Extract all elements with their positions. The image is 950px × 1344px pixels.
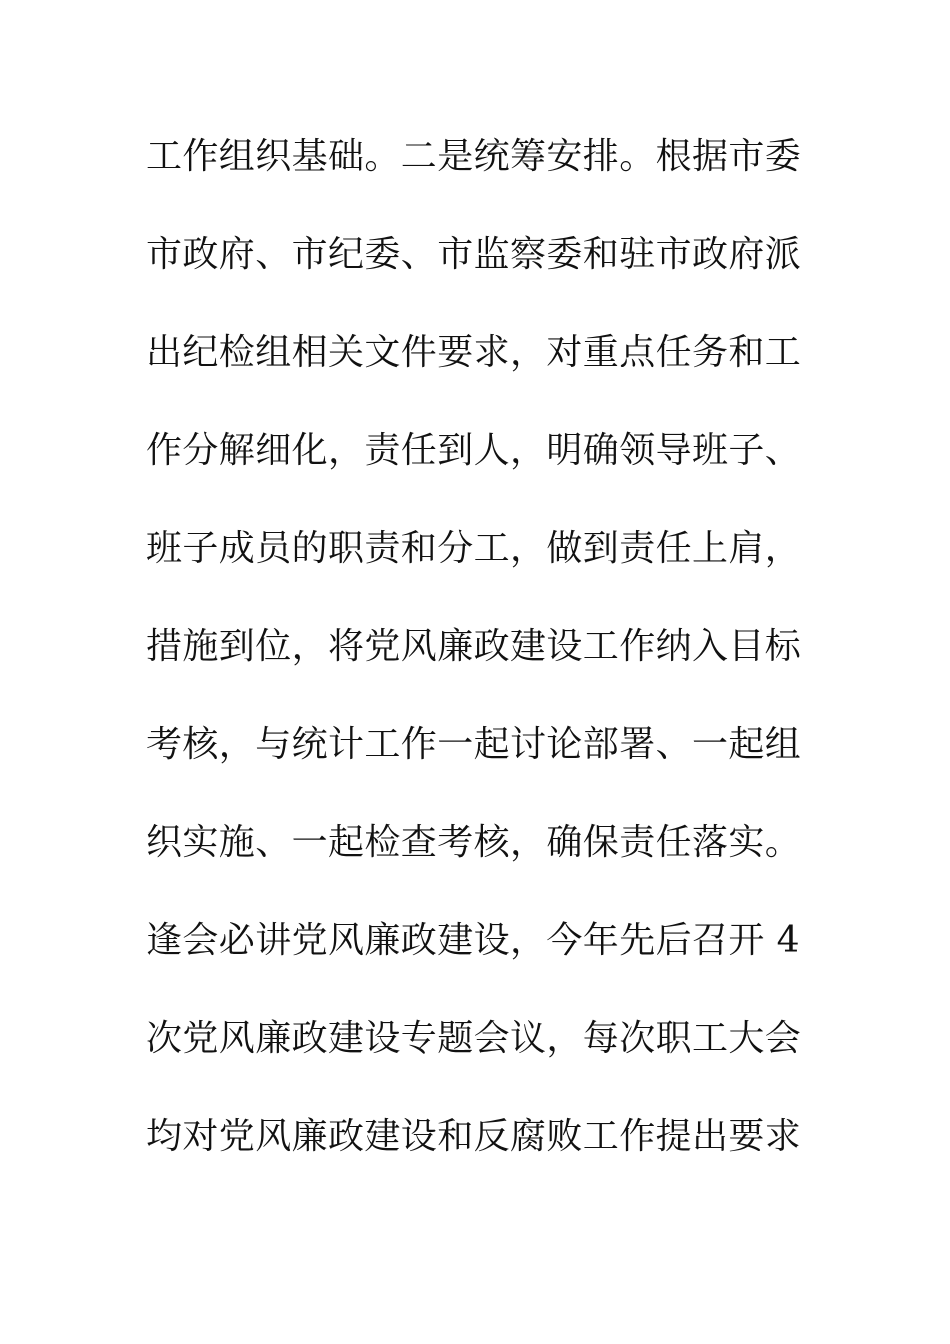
body-text — [146, 126, 816, 1204]
text-line: 次党风廉政建设专题会议，每次职工大会 — [146, 1018, 802, 1059]
text-line: 均对党风廉政建设和反腐败工作提出要求 — [146, 1116, 802, 1157]
text-line: 措施到位，将党风廉政建设工作纳入目标 — [146, 626, 802, 667]
text-line: 市政府、市纪委、市监察委和驻市政府派 — [146, 234, 802, 275]
text-line: 作分解细化，责任到人，明确领导班子、 — [146, 430, 802, 471]
text-line: 出纪检组相关文件要求，对重点任务和工 — [146, 332, 802, 373]
text-line: 班子成员的职责和分工，做到责任上肩， — [146, 528, 802, 569]
text-line: 织实施、一起检查考核，确保责任落实。 — [146, 822, 802, 863]
text-line: 考核，与统计工作一起讨论部署、一起组 — [146, 724, 802, 765]
text-line: 工作组织基础。二是统筹安排。根据市委 — [146, 136, 802, 177]
text-line: 逢会必讲党风廉政建设，今年先后召开 4 — [146, 920, 800, 961]
